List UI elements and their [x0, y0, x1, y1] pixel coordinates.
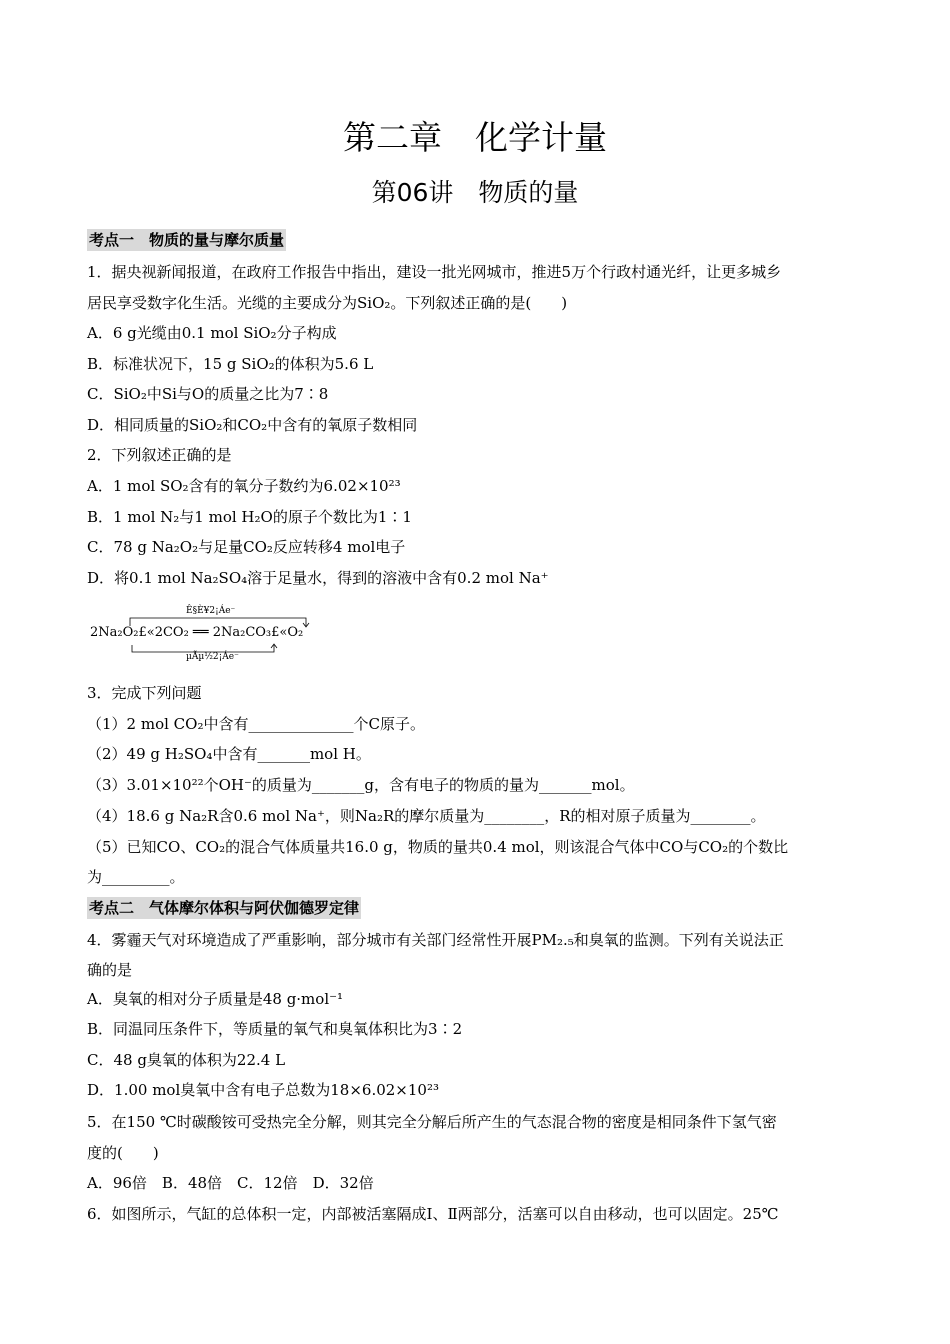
question-line: 3．完成下列问题: [87, 684, 202, 702]
reaction-equation: 2Na₂O₂£«2CO₂ ══ 2Na₂CO₃£«O₂: [90, 625, 304, 640]
option-line: D．将0.1 mol Na₂SO₄溶于足量水，得到的溶液中含有0.2 mol Na⁺: [87, 569, 549, 587]
option-line: C．78 g Na₂O₂与足量CO₂反应转移4 mol电子: [87, 538, 406, 556]
option-line: C．48 g臭氧的体积为22.4 L: [87, 1051, 286, 1069]
lost-electrons-label: Ê§È¥2¡Áe⁻: [186, 606, 236, 616]
question-line: 居民享受数字化生活。光缆的主要成分为SiO₂。下列叙述正确的是( ): [87, 294, 568, 312]
question-line: 1．据央视新闻报道，在政府工作报告中指出，建设一批光网城市，推进5万个行政村通光纤，让更多城乡: [87, 263, 782, 281]
fill-blank-line: （3）3.01×10²²个OH⁻的质量为_______g，含有电子的物质的量为_______mol。: [87, 776, 635, 794]
option-line: C．SiO₂中Si与O的质量之比为7∶8: [87, 385, 329, 403]
question-line: 6．如图所示，气缸的总体积一定，内部被活塞隔成Ⅰ、Ⅱ两部分，活塞可以自由移动，也可以固定。25℃: [87, 1205, 779, 1223]
fill-blank-line: （5）已知CO、CO₂的混合气体质量共16.0 g，物质的量共0.4 mol，则该混合气体中CO与CO₂的个数比: [87, 838, 789, 856]
fill-blank-line: （1）2 mol CO₂中含有______________个C原子。: [87, 715, 425, 733]
fill-blank-line: （4）18.6 g Na₂R含0.6 mol Na⁺，则Na₂R的摩尔质量为________，R的相对原子质量为________。: [87, 807, 766, 825]
fill-blank-line: 为_________。: [87, 868, 185, 886]
option-line: B．同温同压条件下，等质量的氧气和臭氧体积比为3∶2: [87, 1020, 463, 1038]
chapter-title: 第二章 化学计量: [343, 118, 607, 157]
gained-electrons-label: µÃµ½2¡Áe⁻: [186, 652, 239, 662]
question-line: 2．下列叙述正确的是: [87, 446, 232, 464]
question-line: 4．雾霾天气对环境造成了严重影响，部分城市有关部门经常性开展PM₂.₅和臭氧的监测。下列有关说法正: [87, 931, 784, 949]
option-line: D．1.00 mol臭氧中含有电子总数为18×6.02×10²³: [87, 1081, 439, 1099]
option-line: A．臭氧的相对分子质量是48 g·mol⁻¹: [87, 990, 344, 1008]
option-line: B．标准状况下，15 g SiO₂的体积为5.6 L: [87, 355, 374, 373]
option-line: B．1 mol N₂与1 mol H₂O的原子个数比为1∶1: [87, 508, 412, 526]
section-heading-1: 考点一 物质的量与摩尔质量: [89, 231, 285, 249]
question-line: 5．在150 ℃时碳酸铵可受热完全分解，则其完全分解后所产生的气态混合物的密度是相同条件下氢气密: [87, 1113, 777, 1131]
reaction-diagram: [88, 605, 328, 663]
question-line: 度的( ): [87, 1144, 159, 1162]
fill-blank-line: （2）49 g H₂SO₄中含有_______mol H。: [87, 745, 371, 763]
lesson-title: 第06讲 物质的量: [371, 178, 579, 207]
option-line: A．6 g光缆由0.1 mol SiO₂分子构成: [87, 324, 337, 342]
option-line: D．相同质量的SiO₂和CO₂中含有的氧原子数相同: [87, 416, 418, 434]
option-line: A．1 mol SO₂含有的氧分子数约为6.02×10²³: [87, 477, 401, 495]
section-heading-2: 考点二 气体摩尔体积与阿伏伽德罗定律: [89, 899, 360, 917]
question-line: 确的是: [87, 961, 133, 979]
option-line: A．96倍 B．48倍 C．12倍 D．32倍: [87, 1174, 374, 1192]
